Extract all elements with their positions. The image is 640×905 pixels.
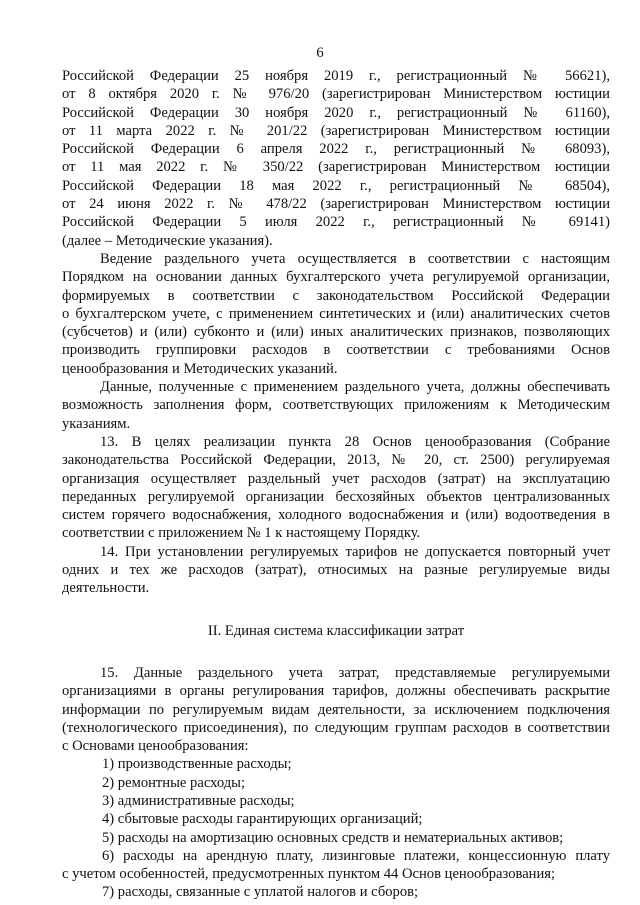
text-line: соответствии с приложением № 1 к настоящему Порядку.	[62, 525, 421, 542]
text-line: Российской Федерации 30 ноября 2020 г., регистрационный № 61160),	[62, 104, 610, 121]
text-line: возможность заполнения форм, соответствующих приложениям к Методическим	[62, 397, 610, 414]
text-line: информации по регулируемым видам деятельности, за исключением подключения	[62, 701, 610, 718]
text-line: Российской Федерации 6 апреля 2022 г., регистрационный № 68093),	[62, 141, 610, 158]
section-heading: II. Единая система классификации затрат	[207, 622, 465, 639]
text-line: переданных регулируемой организации бесхозяйных объектов централизованных	[62, 488, 610, 505]
text-line: (технологического присоединения), по следующим группам расходов в соответствии	[62, 719, 610, 736]
list-item: 6) расходы на арендную плату, лизинговые платежи, концессионную плату	[102, 847, 610, 864]
text-line: 15. Данные раздельного учета затрат, представляемые регулируемыми	[100, 664, 610, 681]
list-item: 4) сбытовые расходы гарантирующих организаций;	[102, 811, 423, 828]
text-line: (субсчетов) и (или) субконто и (или) иных аналитических признаков, позволяющих	[62, 324, 610, 341]
text-line: о бухгалтерском учете, с применением синтетических и (или) аналитических счетов	[62, 305, 610, 322]
list-item: 1) производственные расходы;	[102, 756, 292, 773]
text-line: деятельности.	[62, 580, 150, 597]
text-line: от 11 мая 2022 г. № 350/22 (зарегистрирован Министерством юстиции	[62, 159, 610, 176]
paragraph-14	[62, 543, 610, 598]
text-line: 13. В целях реализации пункта 28 Основ ценообразования (Собрание	[100, 433, 610, 450]
list-item: 7) расходы, связанные с уплатой налогов и сборов;	[102, 884, 419, 901]
text-line: Российской Федерации 5 июля 2022 г., регистрационный № 69141)	[62, 214, 610, 231]
document-body	[62, 67, 610, 902]
list-item: 2) ремонтные расходы;	[102, 774, 246, 791]
text-line: Российской Федерации 25 ноября 2019 г., регистрационный № 56621),	[62, 68, 610, 84]
paragraph-data	[62, 378, 610, 433]
paragraph-13	[62, 433, 610, 543]
list-item-continuation: с учетом особенностей, предусмотренных пунктом 44 Основ ценообразования;	[62, 866, 556, 883]
text-line: Данные, полученные с применением раздельного учета, должны обеспечивать	[100, 379, 610, 396]
text-line: от 11 марта 2022 г. № 201/22 (зарегистрирован Министерством юстиции	[62, 122, 610, 139]
list-item: 3) административные расходы;	[102, 792, 295, 809]
text-line: формируемых в соответствии с законодательством Российской Федерации	[62, 287, 610, 304]
paragraph-intro	[62, 67, 610, 250]
text-line: 14. При установлении регулируемых тарифов не допускается повторный учет	[100, 543, 610, 560]
paragraph-15	[62, 664, 610, 755]
text-line: ценообразования и Методических указаний.	[62, 360, 338, 377]
text-line: организация осуществляет раздельный учет расходов (затрат) на эксплуатацию	[62, 470, 610, 487]
text-line: от 24 июня 2022 г. № 478/22 (зарегистрирован Министерством юстиции	[62, 196, 610, 213]
text-line: одних и тех же расходов (затрат), относимых на разные регулируемые виды	[62, 562, 610, 579]
text-line: производить группировки расходов в соответствии с требованиями Основ	[62, 342, 610, 359]
text-line: Порядком на основании данных бухгалтерского учета регулируемой организации,	[62, 269, 610, 286]
paragraph-accounting	[62, 250, 610, 378]
text-line: от 8 октября 2020 г. № 976/20 (зарегистрирован Министерством юстиции	[62, 86, 610, 103]
text-line: Российской Федерации 18 мая 2022 г., регистрационный № 68504),	[62, 177, 610, 194]
text-line: Ведение раздельного учета осуществляется в соответствии с настоящим	[100, 250, 610, 267]
text-line: организациями в органы регулирования тарифов, должны обеспечивать раскрытие	[62, 683, 610, 700]
list-item: 5) расходы на амортизацию основных средств и нематериальных активов;	[102, 829, 564, 846]
text-line: с Основами ценообразования:	[62, 738, 249, 755]
text-line: (далее – Методические указания).	[62, 232, 273, 249]
text-line: указаниям.	[62, 415, 131, 432]
cost-groups-list	[62, 755, 610, 901]
text-line: законодательства Российской Федерации, 2013, № 20, ст. 2500) регулируемая	[62, 452, 610, 469]
text-line: систем горячего водоснабжения, холодного водоснабжения и (или) водоотведения в	[62, 507, 610, 524]
page-number: 6	[316, 45, 324, 61]
